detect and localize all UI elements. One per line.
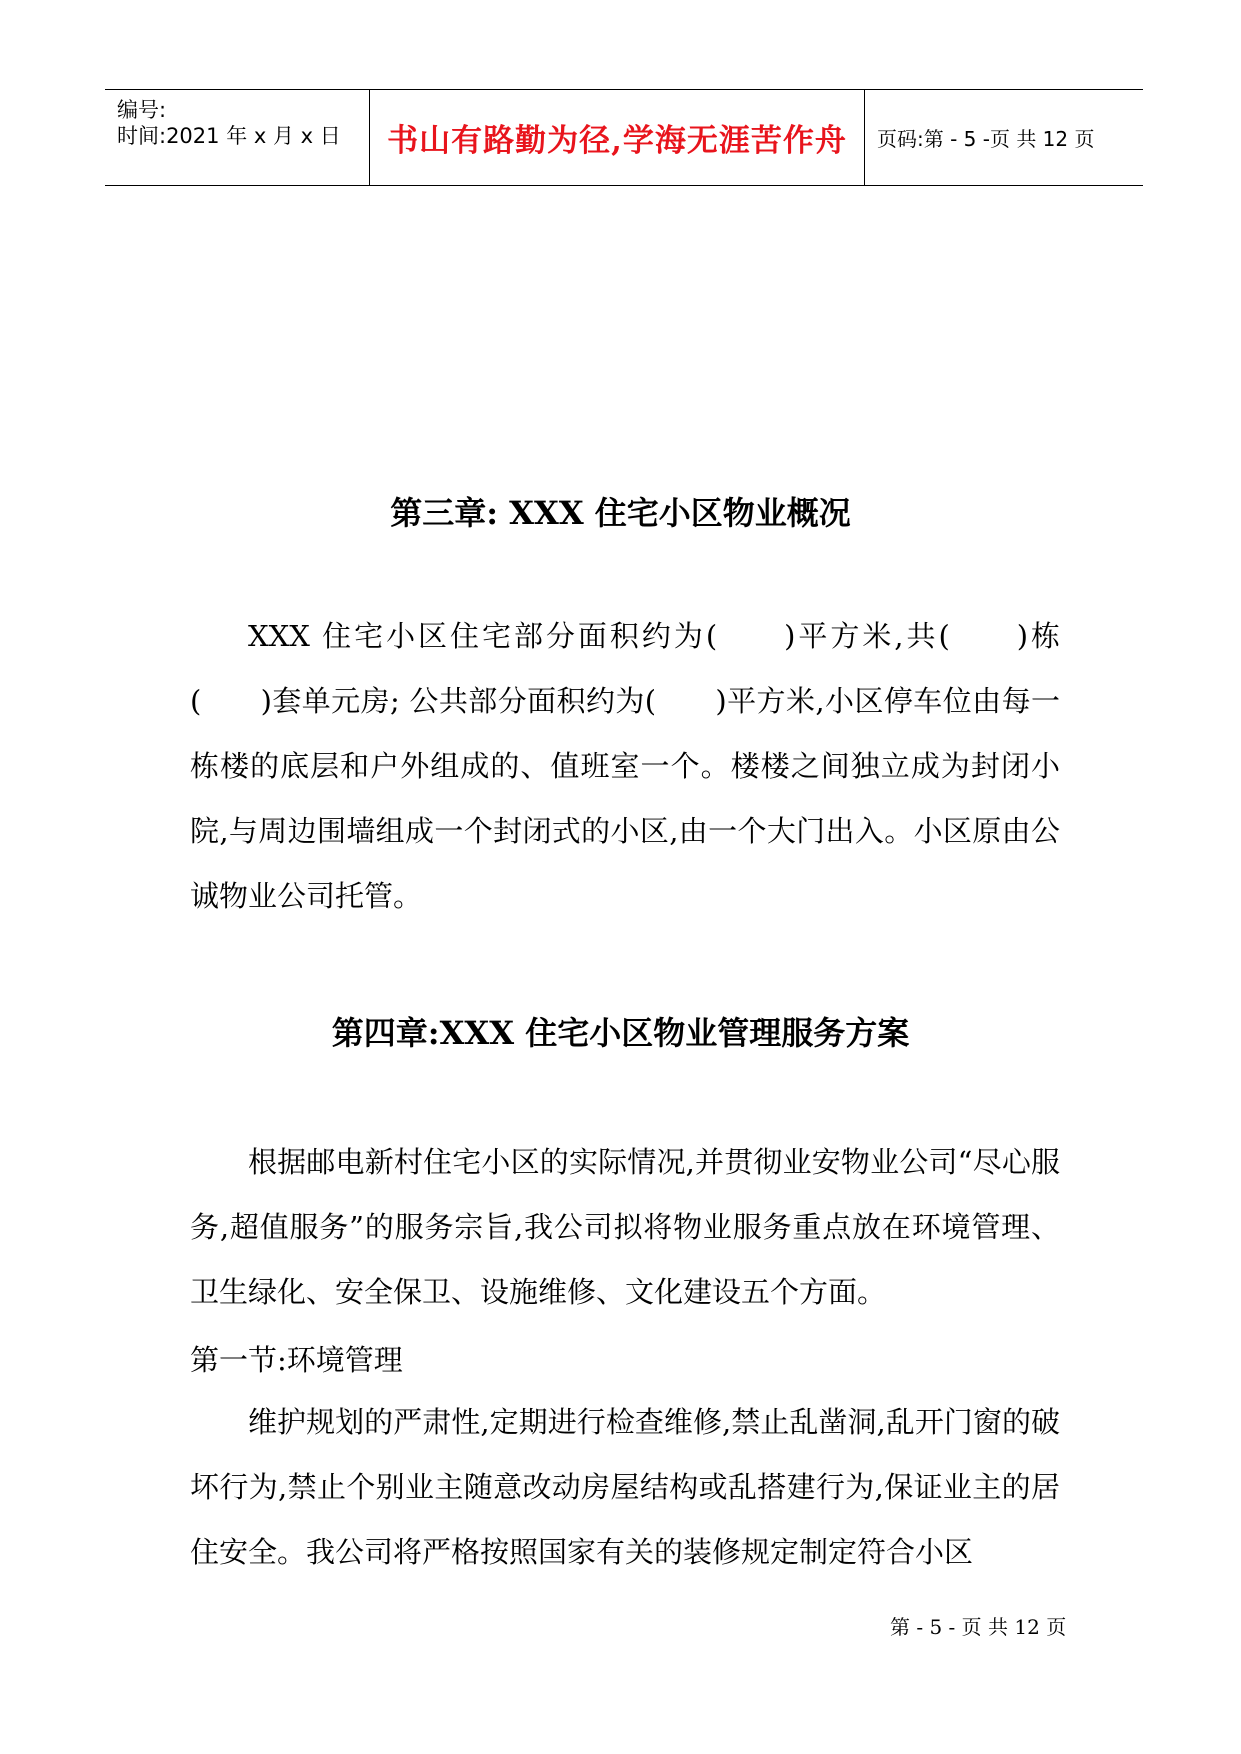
header-motto: 书山有路勤为径,学海无涯苦作舟 <box>387 123 847 159</box>
chapter-3-title: 第三章: XXX 住宅小区物业概况 <box>390 494 851 532</box>
page-footer: 第 - 5 - 页 共 12 页 <box>890 1615 1067 1639</box>
header-meta-cell <box>105 90 370 185</box>
header-page-cell <box>865 90 1143 185</box>
section-1-title: 第一节:环境管理 <box>190 1343 403 1377</box>
header-motto-cell <box>370 90 865 185</box>
document-number-label: 编号: <box>117 98 167 122</box>
header-page-label: 页码:第 - 5 -页 共 12 页 <box>877 127 1095 151</box>
chapter-4-intro: 根据邮电新村住宅小区的实际情况,并贯彻业安物业公司“尽心服务,超值服务”的服务宗旨,我公司拟将物业服务重点放在环境管理、卫生绿化、安全保卫、设施维修、文化建设五个方面。 <box>190 1145 1060 1309</box>
document-time-label: 时间:2021 年 x 月 x 日 <box>117 124 341 148</box>
section-1-paragraph: 维护规划的严肃性,定期进行检查维修,禁止乱凿洞,乱开门窗的破坏行为,禁止个别业主随意改动房屋结构或乱搭建行为,保证业主的居住安全。我公司将严格按照国家有关的装修规定制定符合小区 <box>190 1405 1060 1569</box>
chapter-3-paragraph: XXX 住宅小区住宅部分面积约为( )平方米,共( )栋( )套单元房; 公共部分面积约为( )平方米,小区停车位由每一栋楼的底层和户外组成的、值班室一个。楼楼之间独立成为封闭小院,与周边围墙组成一个封闭式的小区,由一个大门出入。小区原由公诚物业公司托管。 <box>190 619 1060 913</box>
chapter-4-title: 第四章:XXX 住宅小区物业管理服务方案 <box>331 1014 910 1052</box>
header-table <box>105 89 1143 186</box>
